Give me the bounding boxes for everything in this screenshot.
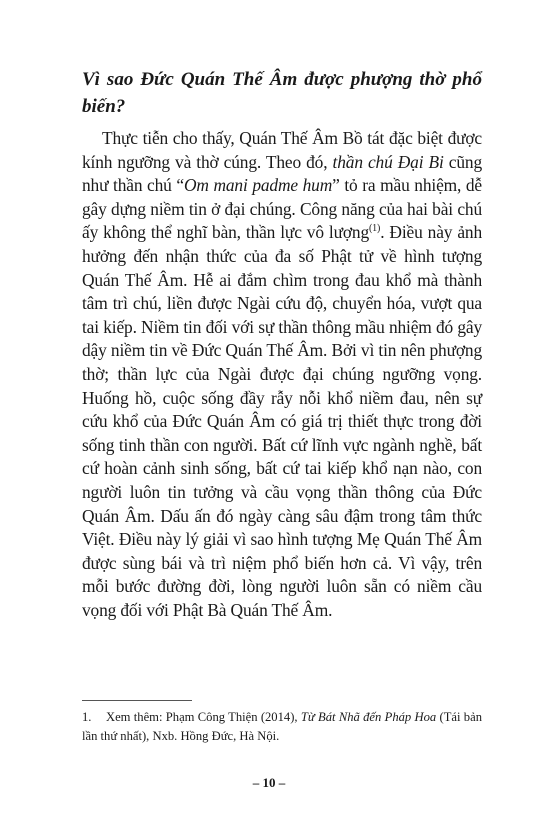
body-paragraph bbox=[82, 127, 482, 622]
footnote bbox=[82, 708, 482, 746]
body-text-part-2: cũng như thần chú “ bbox=[82, 151, 482, 196]
footnote-number: 1. bbox=[82, 710, 92, 724]
page-number: – 10 – bbox=[252, 775, 286, 790]
section-heading: Vì sao Đức Quán Thế Âm được phượng thờ phổ biến? bbox=[82, 69, 482, 117]
footnote-text-after: (Tái bản lần thứ nhất), Nxb. Hồng Đức, Hà Nội. bbox=[82, 710, 482, 743]
footnote-reference: (1) bbox=[369, 223, 381, 235]
body-text-part-1: Thực tiễn cho thấy, Quán Thế Âm Bồ tát đặc biệt được kính ngưỡng và thờ cúng. Theo đó, bbox=[82, 128, 482, 172]
body-italic-mantra: Om mani padme hum bbox=[183, 175, 333, 196]
body-italic-dai-bi: thần chú Đại Bi bbox=[332, 151, 444, 172]
body-text-part-4: . Điều này ảnh hưởng đến nhận thức của đa số Phật tử về hình tượng Quán Thế Âm. Hễ ai đắm chìm trong đau khổ mà thành tâm trì chú, liền được Ngài cứu độ, chuyển hóa, vượt qua tai kiếp. Niềm tin đối với sự thần thông mầu nhiệm đó gây dậy niềm tin về Đức Quán Thế Âm. Bởi vì tin nên phượng thờ; thần lực của Ngài được đại chúng ngưỡng vọng. Huống hồ, cuộc sống đầy rẫy nỗi khổ niềm đau, nên sự cứu khổ của Đức Quán Âm có giá trị thiết thực trong đời sống tinh thần con người. Bất cứ lĩnh vực ngành nghề, bất cứ hoàn cảnh sinh sống, bất cứ tai kiếp khổ nạn nào, con người luôn tin tưởng và cầu vọng thần thông của Đức Quán Âm. Dấu ấn đó ngày càng sâu đậm trong tâm thức Việt. Điều này lý giải vì sao hình tượng Mẹ Quán Thế Âm được sùng bái và trì niệm phổ biến hơn cả. Vì vậy, trên mỗi bước đường đời, lòng người luôn sẵn có niềm cầu vọng đối với Phật Bà Quán Thế Âm. bbox=[82, 222, 482, 620]
body-text-part-3: ” tỏ ra mầu nhiệm, dễ gây dựng niềm tin ở đại chúng. Công năng của hai bài chú ấy không thể nghĩ bàn, thần lực vô lượng bbox=[82, 175, 483, 243]
footnote-book-title: Từ Bát Nhã đến Pháp Hoa bbox=[300, 710, 437, 724]
footnote-divider bbox=[82, 700, 192, 701]
footnote-text-before: Xem thêm: Phạm Công Thiện (2014), bbox=[106, 710, 301, 724]
